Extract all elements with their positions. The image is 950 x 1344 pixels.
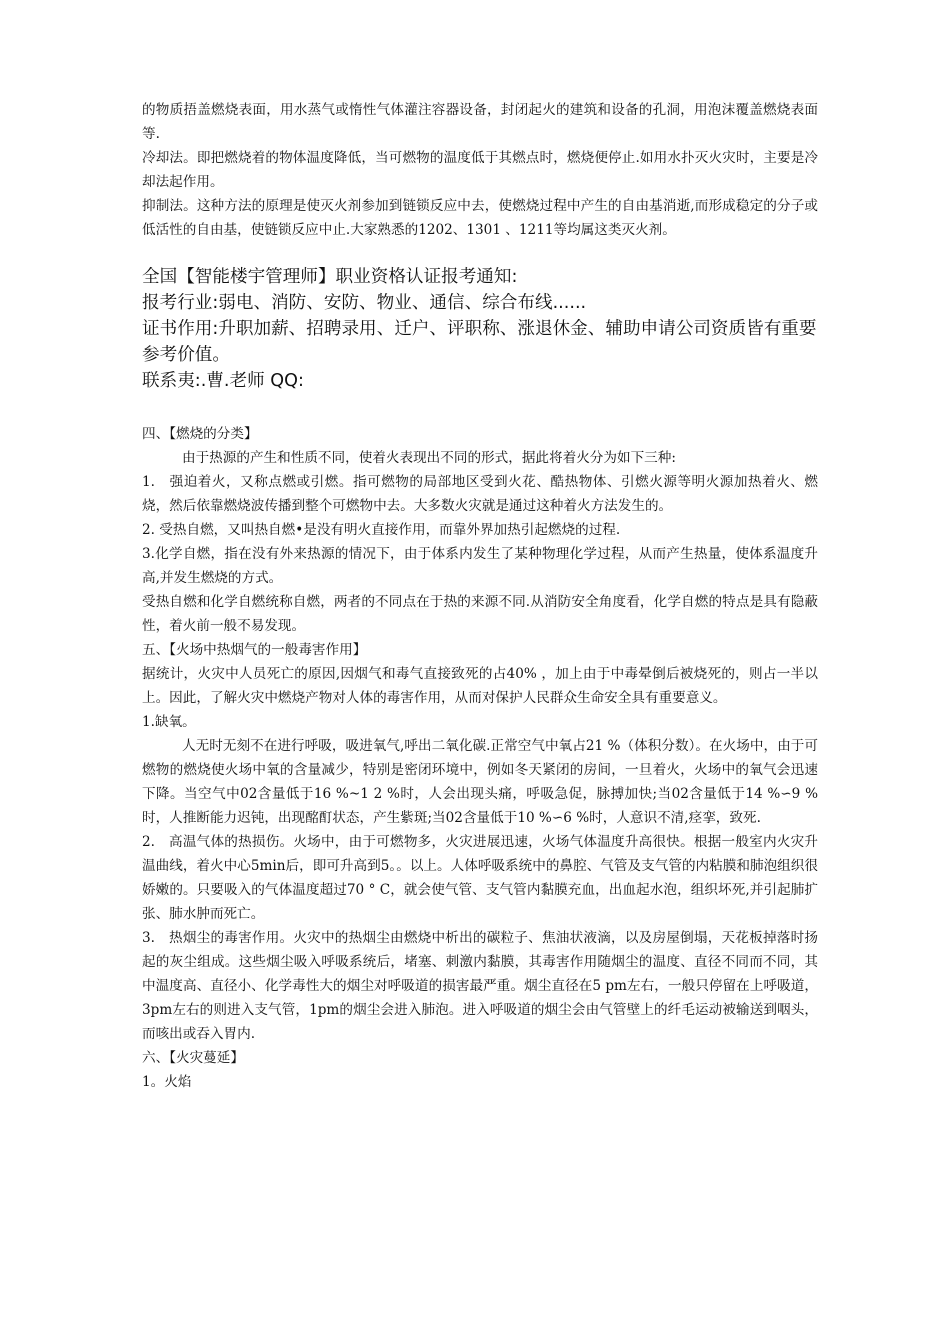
section-4-item-3: 3.化学自燃，指在没有外来热源的情况下，由于体系内发生了某种物理化学过程，从而产生热量，使体系温度升高,并发生燃烧的方式。 <box>142 546 818 586</box>
paragraph-cooling: 冷却法。即把燃烧着的物体温度降低，当可燃物的温度低于其燃点时，燃烧便停止.如用水扑灭火灾时，主要是冷却法起作用。 <box>142 150 818 190</box>
section-5-subheading-1: 1.缺氧。 <box>142 714 196 730</box>
document-page <box>142 98 818 1094</box>
section-heading-5: 五、【火场中热烟气的一般毒害作用】 <box>142 642 367 658</box>
notice-certificate-use: 证书作用:升职加薪、招聘录用、迁户、评职称、涨退休金、辅助申请公司资质皆有重要参考价值。 <box>142 319 817 365</box>
notice-contact: 联系夷:.曹.老师 QQ: <box>142 371 304 391</box>
section-4-intro: 由于热源的产生和性质不同，使着火表现出不同的形式，据此将着火分为如下三种: <box>182 450 676 466</box>
spacer <box>142 242 818 264</box>
paragraph-inhibition: 抑制法。这种方法的原理是使灭火剂参加到链锁反应中去，使燃烧过程中产生的自由基消逝,而形成稳定的分子或低活性的自由基，使链锁反应中止.大家熟悉的1202、1301 、1211等均属这类灭火剂。 <box>142 198 818 238</box>
section-5-intro: 据统计，火灾中人员死亡的原因,因烟气和毒气直接致死的占40% ，加上由于中毒晕倒后被烧死的，则占一半以上。因此，了解火灾中燃烧产物对人体的毒害作用，从而对保护人民群众生命安全具有重要意义。 <box>142 666 818 706</box>
notice-title: 全国【智能楼宇管理师】职业资格认证报考通知: <box>142 267 518 287</box>
section-4-summary: 受热自燃和化学自燃统称自燃，两者的不同点在于热的来源不同.从消防安全角度看，化学自燃的特点是具有隐蔽性，着火前一般不易发现。 <box>142 594 818 634</box>
section-5-hot-gas: 2. 高温气体的热损伤。火场中，由于可燃物多，火灾进展迅速，火场气体温度升高很快。根据一般室内火灾升温曲线，着火中心5min后，即可升高到5。。以上。人体呼吸系统中的鼻腔、气管及支气管的内粘膜和肺泡组织很娇嫩的。只要吸入的气体温度超过70 ° C，就会使气管、支气管内黏膜充血，出血起水泡，组织坏死,并引起肺扩张、肺水肿而死亡。 <box>142 834 818 922</box>
section-4-item-1: 1. 强迫着火，又称点燃或引燃。指可燃物的局部地区受到火花、酷热物体、引燃火源等明火源加热着火、燃烧，然后依靠燃烧波传播到整个可燃物中去。大多数火灾就是通过这种着火方法发生的。 <box>142 474 818 514</box>
section-5-oxygen-deficiency: 人无时无刻不在进行呼吸，吸进氧气,呼出二氧化碳.正常空气中氧占21 %（体积分数）。在火场中，由于可燃物的燃烧使火场中氧的含量减少，特别是密闭环境中，例如冬天紧闭的房间，一旦着火，火场中的氧气会迅速下降。当空气中02含量低于16 %~1 2 %时，人会出现头痛，呼吸急促，脉搏加快;当02含量低于14 %∽9 %时，人推断能力迟钝，出现酩酊状态，产生紫斑;当02含量低于10 %∽6 %时，人意识不清,痉挛，致死. <box>142 738 818 826</box>
section-4-item-2: 2. 受热自燃，又叫热自燃•是没有明火直接作用，而靠外界加热引起燃烧的过程. <box>142 522 621 538</box>
spacer <box>142 394 818 422</box>
notice-industries: 报考行业:弱电、消防、安防、物业、通信、综合布线...... <box>142 293 587 313</box>
section-heading-6: 六、【火灾蔓延】 <box>142 1050 244 1066</box>
section-6-subheading-1: 1。火焰 <box>142 1074 192 1090</box>
section-5-smoke-dust: 3. 热烟尘的毒害作用。火灾中的热烟尘由燃烧中析出的碳粒子、焦油状液滴，以及房屋倒塌，天花板掉落时扬起的灰尘组成。这些烟尘吸入呼吸系统后，堵塞、刺激内黏膜，其毒害作用随烟尘的温度、直径不同而不同，其中温度高、直径小、化学毒性大的烟尘对呼吸道的损害最严重。烟尘直径在5 pm左右，一般只停留在上呼吸道，3pm左右的则进入支气管，1pm的烟尘会进入肺泡。进入呼吸道的烟尘会由气管壁上的纤毛运动被输送到咽头，而咳出或吞入胃内. <box>142 930 818 1042</box>
paragraph-smother: 的物质捂盖燃烧表面，用水蒸气或惰性气体灌注容器设备，封闭起火的建筑和设备的孔洞，用泡沫覆盖燃烧表面等. <box>142 102 818 142</box>
section-heading-4: 四、【燃烧的分类】 <box>142 426 258 442</box>
